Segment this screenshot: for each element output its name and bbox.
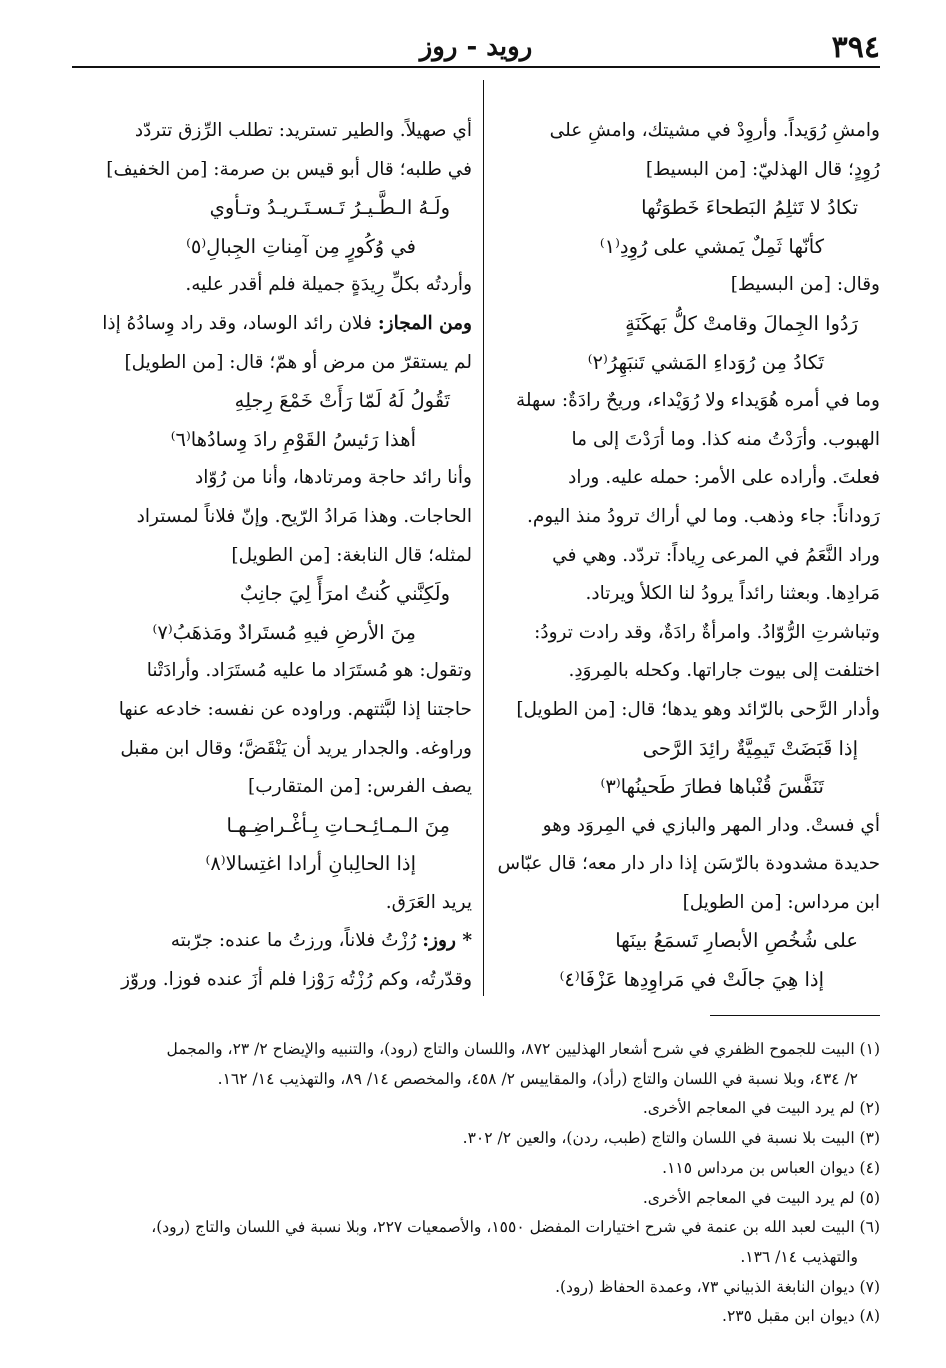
text-line: رَوداناً: جاء وذهب. وما لي أراك ترودُ منذ اليوم. — [526, 505, 880, 527]
left-column — [76, 112, 472, 1000]
verse-second-hemistich: في وُكُورٍ مِن آمِناتِ الجِبالِ⁽٥⁾ — [186, 234, 416, 258]
footnote-rule — [710, 1015, 880, 1016]
text-line: فعلتَ. وأراده على الأمر: حمله عليه. وراد — [568, 467, 880, 489]
verse-first-hemistich: تكادُ لا تَثلِمُ البَطحاءَ خَطوَتُها — [641, 196, 858, 220]
footnote: (٨) ديوان ابن مقبل ٢٣٥. — [722, 1307, 880, 1326]
footnote: (٤) ديوان العباس بن مرداس ١١٥. — [662, 1158, 880, 1177]
text-line: وأدار الرَّحى بالرّائد وهو يدها؛ قال: [من الطويل] — [516, 698, 880, 720]
footnote-continuation: والتهذيب ١٤/ ١٣٦. — [740, 1247, 858, 1266]
text-line: وقدّرتُه، وكم رُزْتُه رَوْزا فلم أزَ عنده فوزا. وروّز — [121, 969, 472, 991]
text-line: اختلفت إلى بيوت جاراتها. وكحله بالمِروَدِ. — [568, 660, 880, 682]
verse-first-hemistich: رَدُوا الجِمالَ وقامتْ كلُّ بَهكَنَةٍ — [625, 311, 858, 335]
text-line: وتقول: هو مُستَرَاد ما عليه مُستَرَاد. وأرادَتْنا — [146, 660, 472, 682]
bold-lead: ومن المجاز: — [377, 312, 472, 334]
footnote: (٧) ديوان النابغة الذبياني ٧٣، وعمدة الحفاظ (رود). — [555, 1277, 880, 1296]
text-line: أي صهيلاً. والطير تستريد: تطلب الرِّزق تتردّد — [134, 120, 472, 141]
text-line: لم يستقرّ من مرض أو همّ؛ قال: [من الطويل] — [124, 351, 472, 373]
page-number: ٣٩٤ — [831, 30, 880, 65]
text-line: وأردتُه بكلِّ رِيدَةٍ جميلة فلم أقدر عليه. — [185, 274, 472, 296]
text-line: وامشِ رُوَيداً. وأروِدْ في مشيتك، وامشِ على — [549, 120, 880, 141]
text-line: رُوِدٍ؛ قال الهذليّ: [من البسيط] — [645, 158, 880, 180]
bold-lead: * روز: — [422, 930, 472, 952]
text-line: مَرادِها. وبعثنا رائداً يرودُ لنا الكلأ ويرتاد. — [585, 583, 880, 605]
footnote: (٥) لم يرد البيت في المعاجم الأخرى. — [642, 1188, 880, 1207]
text-line: وراد النَّعَمُ في المرعى رِياداً: تردّد. وهي في — [552, 544, 880, 566]
footnotes — [72, 1035, 880, 1332]
page-header — [72, 26, 880, 70]
verse-first-hemistich: إذا قَبَضَتْ تَيمِيَّةٌ رائِدَ الرَّحى — [642, 736, 858, 760]
footnote: (٣) البيت بلا نسبة في اللسان والتاج (طبب، ردن)، والعين ٢/ ٣٠٢. — [462, 1129, 880, 1148]
text-line: يريد العَرَق. — [385, 891, 472, 913]
text-line: حاجتنا إذا لبَّثتهم. وراوده عن نفسه: خادعه عنها — [118, 698, 472, 720]
text-line: أي فستْ. ودار المهر والبازي في المِروَد وهو — [542, 814, 880, 836]
verse-second-hemistich: كأنّها ثَمِلٌ يَمشي على رُوِدِ⁽١⁾ — [599, 234, 824, 258]
verse-second-hemistich: تَنَفَّسَ قُنْباها فطارَ طَحينُها⁽٣⁾ — [600, 775, 824, 799]
text-line — [76, 305, 472, 344]
verse-first-hemistich: مِنَ الـمـائِـحـاتِ بِـأغْـراضِـهـا — [226, 813, 450, 837]
line-text: رُزْتُ فلاناً، ورزتُ ما عنده: جرّبته — [170, 930, 423, 952]
text-line: وما في أمره هُوَيداء ولا رُوَيْداء، وريحٌ رادَةٌ: سهلة — [515, 390, 880, 412]
line-text: فلان رائد الوساد، وقد راد وِسادُهُ إذا — [102, 312, 378, 334]
text-line: وراوغه. والجدار يريد أن يَنْقَضَّ؛ وقال ابن مقبل — [120, 737, 472, 759]
text-line: في طلبه؛ قال أبو قيس بن صرمة: [من الخفيف] — [106, 158, 472, 180]
text-line: ابن مرداس: [من الطويل] — [682, 891, 880, 913]
verse-first-hemistich: تَقُولُ لَهُ لَمّا رَأَتْ خَمْعَ رِجلِهِ — [234, 389, 450, 413]
text-line: وأنا رائد حاجة ومرتادها، وأنا من رُوّاد — [194, 467, 472, 489]
text-line: لمثله؛ قال النابغة: [من الطويل] — [231, 544, 472, 566]
running-head: روید - روز — [419, 32, 533, 62]
header-rule — [72, 66, 880, 68]
text-line: حديدة مشدودة بالرّسَن إذا دار دار معه؛ قال عبّاس — [497, 853, 880, 875]
footnote-continuation: ٢/ ٤٣٤، وبلا نسبة في اللسان والتاج (رأد)، والمقاييس ٢/ ٤٥٨، والمخصص ١٤/ ٨٩، والتهذيب ١٤/ ١٦٢. — [217, 1069, 858, 1088]
text-line — [76, 922, 472, 961]
text-line: الحاجات. وهذا مَرادُ الرّيح. وإنّ فلاناً لمستراد — [136, 505, 472, 527]
verse-second-hemistich: مِنَ الأرضِ فيهِ مُستَرادٌ ومَذهَبُ⁽٧⁾ — [152, 620, 416, 644]
text-line: يصف الفرس: [من المتقارب] — [248, 776, 472, 798]
verse-first-hemistich: على شُخُصِ الأبصارِ تَسمَعُ بينَها — [615, 929, 858, 953]
right-column — [484, 112, 880, 1000]
footnote: (٢) لم يرد البيت في المعاجم الأخرى. — [642, 1099, 880, 1118]
verse-second-hemistich: تَكادُ مِن رُوَداءِ المَشي تَنبَهِرُ⁽٢⁾ — [587, 350, 824, 374]
verse-first-hemistich: ولَكِنَّني كُنتُ امرَأً لِيَ جانِبٌ — [239, 582, 450, 606]
footnote: (٦) البيت لعبد الله بن عنمة في شرح اختيارات المفضل ١٥٥٠، والأصمعيات ٢٢٧، وبلا نسبة في اللسان والتاج (رود)، — [151, 1218, 880, 1237]
text-line: وتباشرتِ الرُّوّادُ. وامرأةٌ رادَةٌ، وقد رادت ترودُ: — [534, 621, 880, 643]
text-line: الهبوب. وأرَدْتُ منه كذا. وما أرَدْتَ إلى ما — [571, 428, 880, 450]
text-line: وقال: [من البسيط] — [730, 274, 880, 296]
verse-first-hemistich: ولَـهُ الـطَّـيـرُ تَـسـتَـريـدُ وتـأوي — [209, 196, 450, 220]
footnote: (١) البيت للجموح الظفري في شرح أشعار الهذليين ٨٧٢، واللسان والتاج (رود)، والتنبيه والإيضاح ٢/ ٢٣، والمجمل — [166, 1040, 880, 1058]
verse-second-hemistich: أهذا رَئيسُ القَوْمِ رادَ وِسادُها⁽٦⁾ — [170, 427, 416, 451]
verse-second-hemistich: إذا هِيَ جالَتْ في مَراوِدِها عَزْفَا⁽٤⁾ — [559, 968, 824, 992]
verse-second-hemistich: إذا الحالِبانِ أرادا اغتِسالا⁽٨⁾ — [205, 852, 416, 876]
